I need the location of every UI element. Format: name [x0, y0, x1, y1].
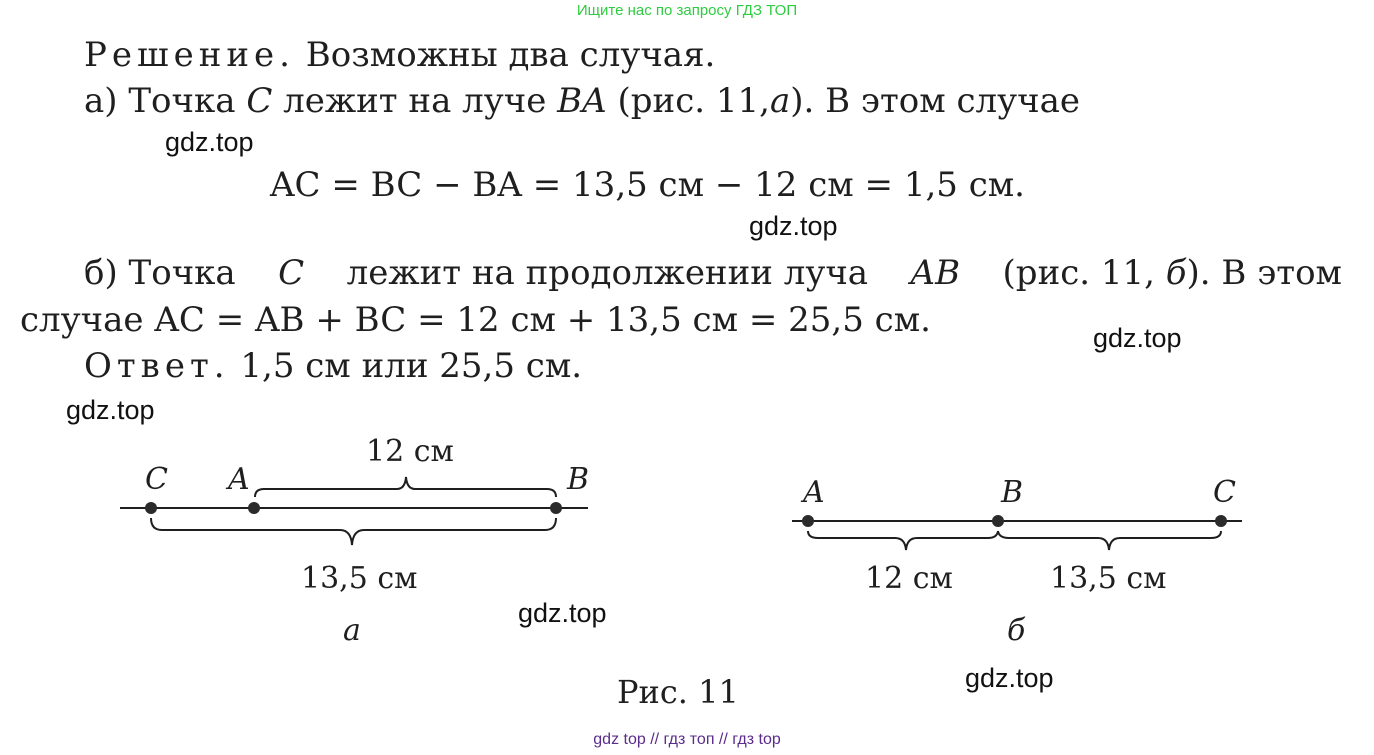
case-a-ref-letter: а	[769, 81, 791, 121]
answer-label: Ответ.	[84, 346, 230, 386]
point-c-a	[145, 502, 157, 514]
brace-label-135-a: 13,5 см	[301, 561, 418, 596]
case-a-ref-close: ). В этом случае	[790, 81, 1080, 121]
solution-heading-line	[84, 35, 716, 75]
case-b-line-1	[84, 253, 1342, 293]
case-b-prefix: б) Точка	[84, 253, 236, 293]
case-a-prefix: а) Точка	[84, 81, 236, 121]
answer-line	[84, 346, 583, 386]
label-b-b: B	[1001, 475, 1024, 510]
case-b-ref-open: (рис. 11,	[1002, 253, 1155, 293]
case-b-ray: AB	[910, 253, 961, 293]
case-b-ref-letter: б	[1165, 253, 1187, 293]
case-a-ref-open: (рис. 11,	[617, 81, 770, 121]
solution-intro: Возможны два случая.	[305, 35, 716, 75]
brace-bottom-a	[151, 518, 556, 545]
watermark: gdz.top	[66, 395, 155, 425]
case-a-ray: BA	[557, 81, 607, 121]
figure-b	[792, 475, 1242, 648]
case-b-mid: лежит на продолжении луча	[346, 253, 869, 293]
point-c-b	[1215, 515, 1227, 527]
brace-right-b	[998, 531, 1221, 550]
watermark: gdz.top	[749, 211, 838, 241]
watermark: gdz.top	[165, 127, 254, 157]
case-a-point: C	[246, 81, 273, 121]
case-b-line-2: случае AC = AB + BC = 12 см + 13,5 см = 25,5 см.	[20, 300, 931, 340]
point-a-b	[802, 515, 814, 527]
watermark: gdz.top	[965, 663, 1054, 693]
label-c-b: C	[1213, 475, 1236, 510]
case-a-formula: AC = BC − BA = 13,5 см − 12 см = 1,5 см.	[270, 165, 1025, 205]
brace-left-b	[808, 531, 998, 550]
label-a-a: A	[228, 462, 250, 497]
case-a-line	[84, 81, 1080, 121]
watermark: gdz.top	[518, 598, 607, 628]
caption-a: а	[343, 613, 361, 648]
answer-text: 1,5 см или 25,5 см.	[240, 346, 583, 386]
case-b-ref-close: ). В этом	[1186, 253, 1342, 293]
point-b-a	[550, 502, 562, 514]
brace-top-a	[255, 477, 556, 497]
case-b-point: C	[278, 253, 305, 293]
case-a-mid: лежит на луче	[283, 81, 547, 121]
figure-caption: Рис. 11	[617, 673, 739, 711]
brace-label-135-b: 13,5 см	[1050, 561, 1167, 596]
search-banner[interactable]: Ищите нас по запросу ГДЗ ТОП	[576, 2, 798, 19]
label-c-a: C	[145, 462, 168, 497]
point-b-b	[992, 515, 1004, 527]
footer-links[interactable]: gdz top // гдз топ // гдз top	[593, 731, 781, 748]
brace-label-12-a: 12 см	[366, 434, 454, 469]
label-a-b: A	[803, 475, 825, 510]
watermark: gdz.top	[1093, 323, 1182, 353]
caption-b: б	[1007, 613, 1026, 648]
brace-label-12-b: 12 см	[865, 561, 953, 596]
point-a-a	[248, 502, 260, 514]
label-b-a: B	[567, 462, 590, 497]
solution-heading: Решение.	[84, 35, 295, 75]
